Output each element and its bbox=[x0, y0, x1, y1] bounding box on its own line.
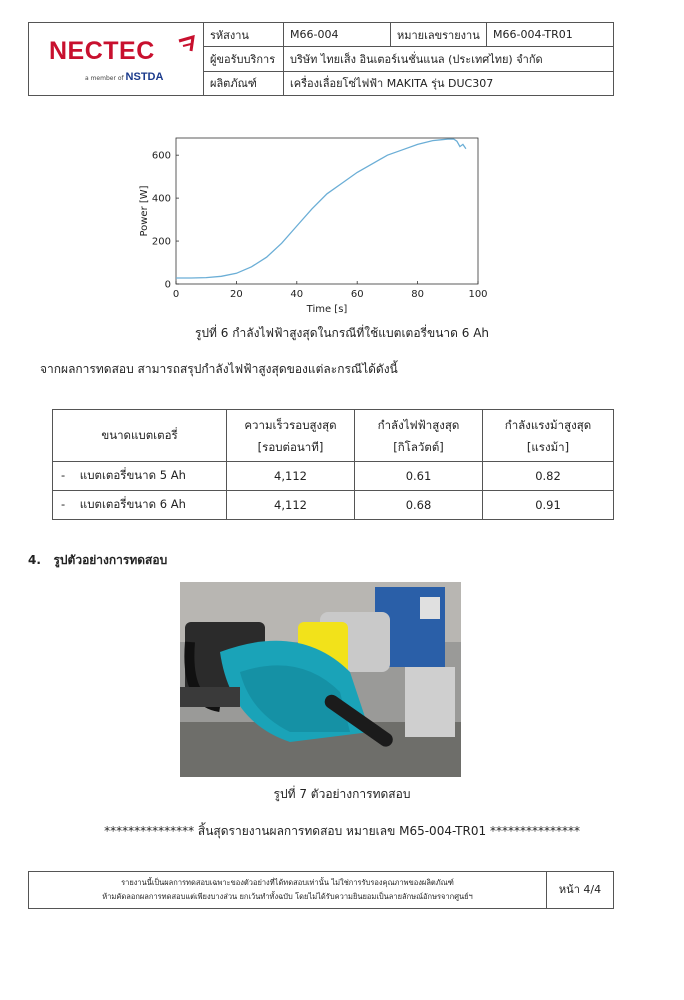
x-tick-label: 100 bbox=[468, 289, 488, 300]
speed-value: 4,112 bbox=[227, 491, 355, 520]
logo-cell bbox=[29, 23, 204, 96]
logo-subtitle: a member of NSTDA bbox=[85, 71, 164, 83]
nectec-logo: NECTEC bbox=[49, 37, 155, 65]
product-label: ผลิตภัณฑ์ bbox=[204, 71, 284, 95]
logo-swoosh-icon bbox=[177, 33, 199, 55]
x-tick-label: 0 bbox=[172, 289, 180, 300]
footer-table bbox=[28, 871, 614, 909]
page-number: หน้า 4/4 bbox=[547, 872, 614, 909]
y-axis-label: Power [W] bbox=[139, 185, 150, 237]
power-chart bbox=[130, 128, 500, 324]
x-axis-label: Time [s] bbox=[306, 304, 348, 315]
chainsaw-test-image bbox=[180, 582, 461, 777]
client-value: บริษัท ไทยเส็ง อินเตอร์เนชั่นแนล (ประเทศไทย) จำกัด bbox=[284, 47, 614, 71]
results-table bbox=[52, 409, 614, 520]
section4-heading: 4. รูปตัวอย่างการทดสอบ bbox=[28, 553, 168, 567]
y-tick-label: 0 bbox=[164, 279, 171, 291]
end-of-report-text: *************** สิ้นสุดรายงานผลการทดสอบ หมายเลข M65-004-TR01 *************** bbox=[104, 824, 580, 838]
client-label: ผู้ขอรับบริการ bbox=[204, 47, 284, 71]
col-header-power: กำลังไฟฟ้าสูงสุด [กิโลวัตต์] bbox=[355, 410, 483, 462]
figure6-caption: รูปที่ 6 กำลังไฟฟ้าสูงสุดในกรณีที่ใช้แบตเตอรี่ขนาด 6 Ah bbox=[194, 326, 490, 340]
report-number-value: M66-004-TR01 bbox=[487, 23, 614, 47]
col-header-speed: ความเร็วรอบสูงสุด [รอบต่อนาที] bbox=[227, 410, 355, 462]
col-header-hp: กำลังแรงม้าสูงสุด [แรงม้า] bbox=[483, 410, 614, 462]
job-code-value: M66-004 bbox=[284, 23, 391, 47]
test-setup-photo bbox=[180, 582, 461, 777]
report-header-table bbox=[28, 22, 614, 96]
job-code-label: รหัสงาน bbox=[204, 23, 284, 47]
battery-label: - แบตเตอรี่ขนาด 6 Ah bbox=[53, 491, 227, 520]
nstda-logo: NSTDA bbox=[125, 71, 164, 83]
battery-label: - แบตเตอรี่ขนาด 5 Ah bbox=[53, 462, 227, 491]
y-tick-label: 200 bbox=[151, 236, 171, 248]
y-tick-label: 600 bbox=[151, 150, 171, 162]
x-tick-label: 60 bbox=[350, 289, 364, 300]
product-value: เครื่องเลื่อยโซ่ไฟฟ้า MAKITA รุ่น DUC307 bbox=[284, 71, 614, 95]
power-series-line bbox=[176, 139, 466, 278]
report-number-label: หมายเลขรายงาน bbox=[391, 23, 487, 47]
speed-value: 4,112 bbox=[227, 462, 355, 491]
y-tick-label: 400 bbox=[151, 193, 171, 205]
col-header-battery: ขนาดแบตเตอรี่ bbox=[53, 410, 227, 462]
hp-value: 0.82 bbox=[483, 462, 614, 491]
table-row bbox=[53, 491, 614, 520]
summary-text: จากผลการทดสอบ สามารถสรุปกำลังไฟฟ้าสูงสุดของแต่ละกรณีได้ดังนี้ bbox=[40, 362, 398, 376]
x-tick-label: 80 bbox=[411, 289, 424, 300]
hp-value: 0.91 bbox=[483, 491, 614, 520]
x-tick-label: 20 bbox=[230, 289, 243, 300]
figure7-caption: รูปที่ 7 ตัวอย่างการทดสอบ bbox=[273, 787, 411, 801]
power-value: 0.68 bbox=[355, 491, 483, 520]
plot-frame bbox=[176, 138, 478, 284]
disclaimer: รายงานนี้เป็นผลการทดสอบเฉพาะของตัวอย่างที่ได้ทดสอบเท่านั้น ไม่ใช่การรับรองคุณภาพของผลิตภัณฑ์ ห้ามคัดลอกผลการทดสอบแต่เพียงบางส่วน ยกเว้นทำทั้งฉบับ โดยไม่ได้รับความยินยอมเป็นลายลักษณ์อักษรจากศูนย์ฯ bbox=[29, 872, 547, 909]
table-row bbox=[53, 462, 614, 491]
power-value: 0.61 bbox=[355, 462, 483, 491]
x-tick-label: 40 bbox=[290, 289, 304, 300]
